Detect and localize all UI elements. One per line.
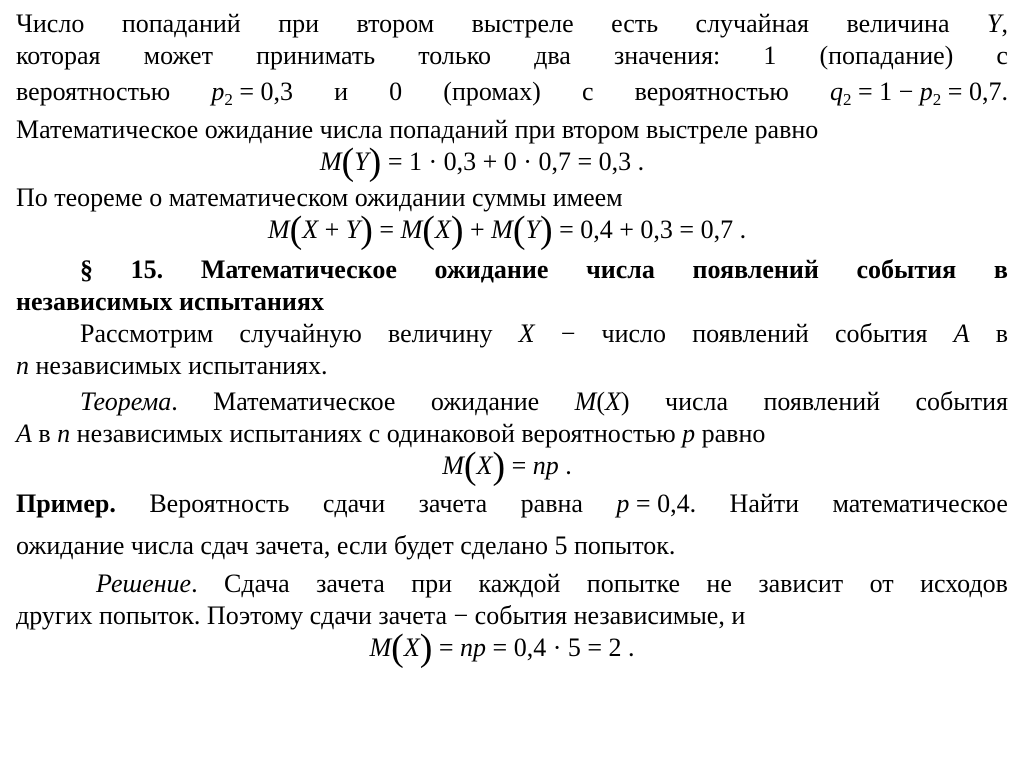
paragraph-4-line-1: Рассмотрим случайную величину X − число появлений события A в [80, 319, 1008, 348]
formula-p2: $p_2 = 0,3$ [211, 77, 294, 109]
formula-p: p = 0,4. [616, 489, 697, 518]
solution-label: Решение [96, 569, 192, 598]
solution-line-1: Решение. Сдача зачета при каждой попытке не зависит от исходов [96, 569, 1008, 598]
paragraph-1-line-1: Число попаданий при втором выстреле есть случайная величина Y, [16, 9, 1008, 38]
formula-mxy: M(X + Y) = M(X) + M(Y) = 0,4 + 0,3 = 0,7 . [267, 209, 747, 251]
formula-q2: $q_2 = 1 - p_2 = 0,7$. [829, 77, 1008, 109]
section-heading: § 15. Математическое ожидание числа появлений события в [80, 255, 1008, 284]
theorem-label: Теорема [80, 387, 172, 416]
paragraph-2-line-1: Математическое ожидание числа попаданий при втором выстреле равно [16, 115, 819, 144]
formula-solution: M(X) = np = 0,4 · 5 = 2 . [369, 627, 635, 669]
theorem-line-2: A в n независимых испытаниях с одинаковой вероятностью p равно [16, 419, 766, 448]
paragraph-4-line-2: n независимых испытаниях. [16, 351, 328, 380]
example-label: Пример. [16, 489, 116, 518]
section-heading-line-2: независимых испытаниях [16, 287, 324, 316]
example-line-2: ожидание числа сдач зачета, если будет сделано 5 попыток. [16, 531, 676, 560]
paragraph-1-line-2: которая может принимать только два значения: 1 (попадание) с [16, 41, 1008, 70]
paragraph-1-line-3: вероятностью $p_2 = 0,3$ и 0 (промах) с вероятностью $q_2 = 1 - p_2 = 0,7$. [16, 77, 1008, 109]
solution-line-2: других попыток. Поэтому сдачи зачета − события независимые, и [16, 601, 746, 630]
paragraph-3-line-1: По теореме о математическом ожидании суммы имеем [16, 183, 623, 212]
theorem-line-1: Теорема. Математическое ожидание M(X) числа появлений события [80, 387, 1008, 416]
formula-mx-np: M(X) = np . [442, 445, 572, 487]
document-page [16, 8, 1008, 669]
formula-my: M(Y) = 1 · 0,3 + 0 · 0,7 = 0,3 . [319, 141, 645, 183]
text-probability: вероятностью [16, 77, 171, 106]
example-line-1: Пример. Вероятность сдачи зачета равна p = 0,4. Найти математическое [16, 489, 1008, 518]
